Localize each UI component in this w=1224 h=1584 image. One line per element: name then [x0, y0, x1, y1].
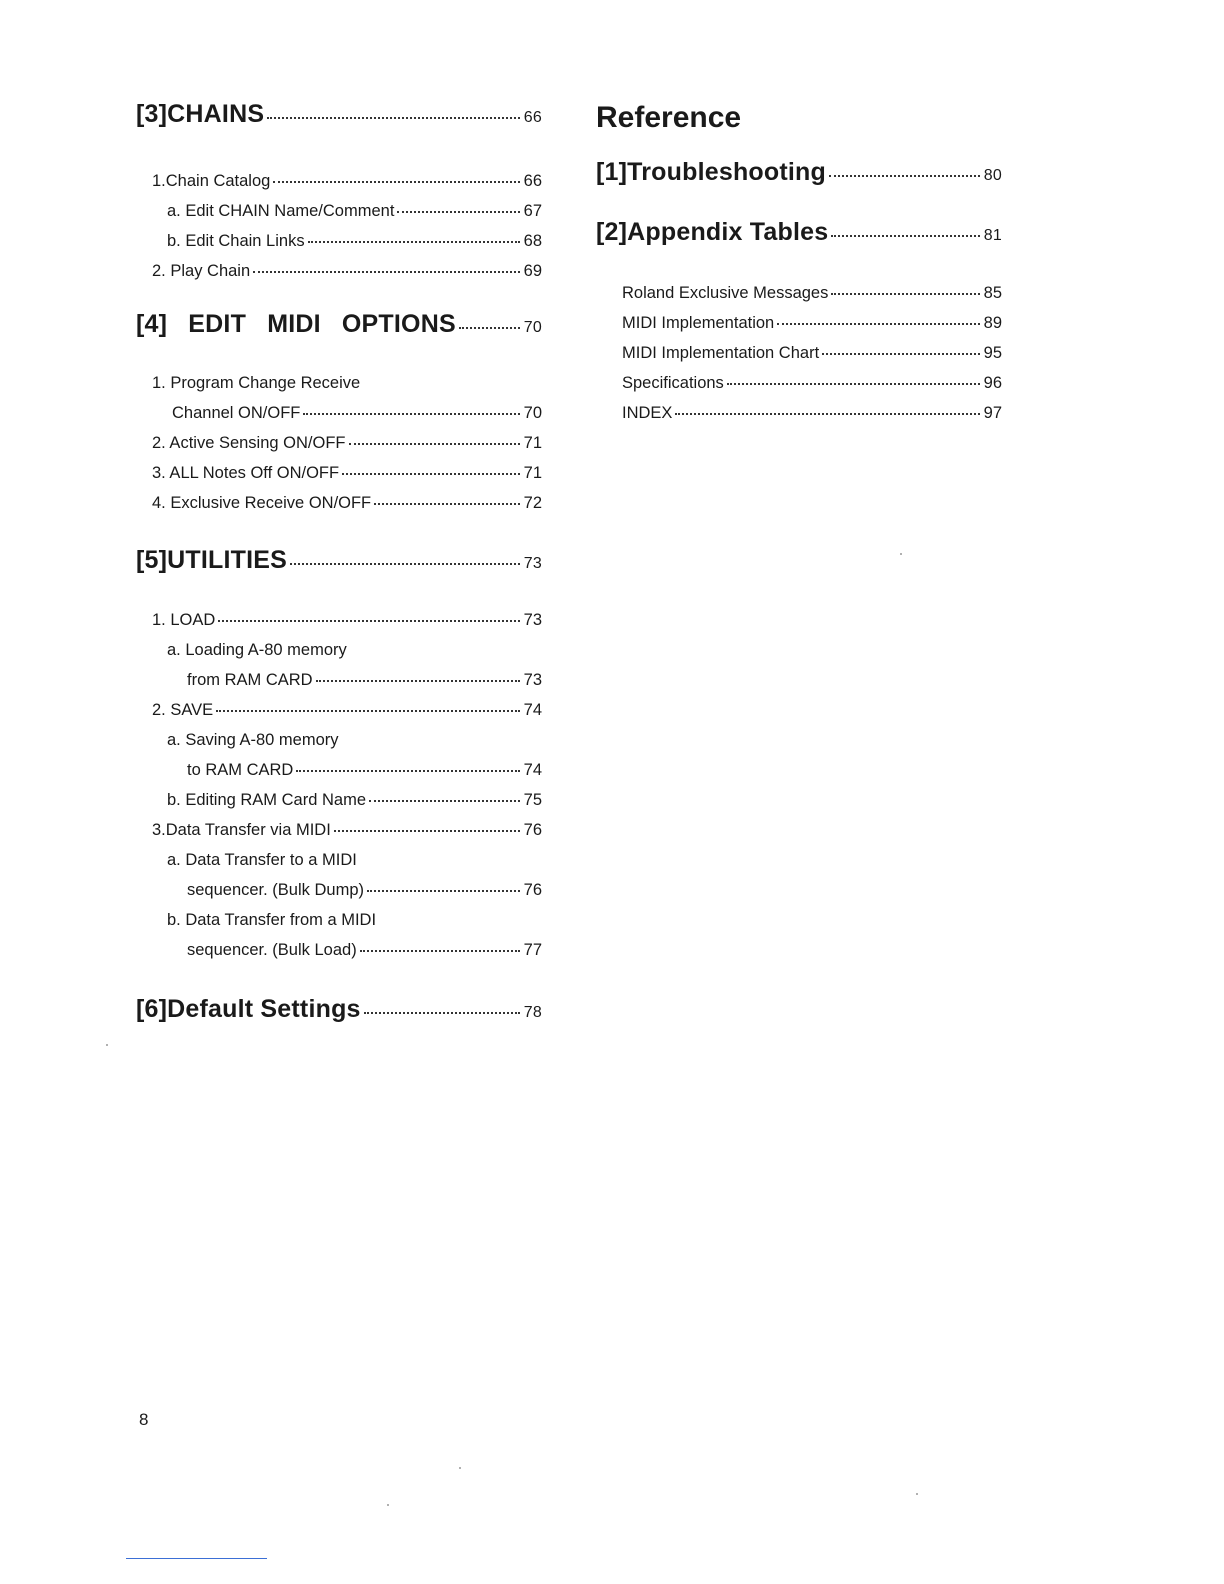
scan-speck: [459, 1467, 461, 1469]
toc-entry[interactable]: [136, 428, 542, 458]
page-ref: 81: [983, 227, 1002, 244]
entry-label: 1. Program Change Receive: [152, 374, 361, 392]
toc-entry[interactable]: [136, 458, 542, 488]
leader-dots: [459, 327, 520, 329]
entry-label: from RAM CARD: [187, 671, 313, 689]
entry-label: a. Loading A-80 memory: [167, 641, 347, 659]
page-ref: 85: [983, 284, 1002, 302]
toc-entry[interactable]: [136, 368, 542, 398]
toc-section-utilities[interactable]: [136, 546, 542, 586]
page-ref: 97: [983, 404, 1002, 422]
toc-entry[interactable]: [136, 935, 542, 965]
page-ref: 66: [523, 109, 542, 126]
entry-label: Specifications: [622, 374, 724, 392]
leader-dots: [360, 950, 520, 952]
toc-entry[interactable]: [136, 226, 542, 256]
toc-entry[interactable]: [136, 755, 542, 785]
toc-entry[interactable]: [136, 166, 542, 196]
right-toc-column: [596, 96, 1002, 428]
toc-entry[interactable]: [136, 256, 542, 286]
toc-entry[interactable]: [136, 605, 542, 635]
entry-label: to RAM CARD: [187, 761, 294, 779]
toc-entry[interactable]: [622, 338, 1002, 368]
leader-dots: [267, 117, 520, 119]
scan-speck: [387, 1504, 389, 1506]
toc-section-troubleshooting[interactable]: [596, 158, 1002, 202]
section-title: [5]UTILITIES: [136, 546, 288, 574]
leader-dots: [296, 770, 519, 772]
entry-label: 3. ALL Notes Off ON/OFF: [152, 464, 340, 482]
entry-label: a. Data Transfer to a MIDI: [167, 851, 357, 869]
toc-entry[interactable]: [136, 196, 542, 226]
leader-dots: [303, 413, 519, 415]
page-ref: 68: [523, 232, 542, 250]
entry-label: 1.Chain Catalog: [152, 172, 271, 190]
footer-rule: [126, 1558, 267, 1559]
page-ref: 73: [523, 671, 542, 689]
entry-label: 3.Data Transfer via MIDI: [152, 821, 331, 839]
section-title: [2]Appendix Tables: [596, 218, 829, 246]
page-number: 8: [139, 1410, 149, 1429]
toc-entry[interactable]: [136, 905, 542, 935]
entry-label: Roland Exclusive Messages: [622, 284, 829, 302]
toc-section-default-settings[interactable]: [136, 995, 542, 1035]
toc-entry[interactable]: [136, 695, 542, 725]
entry-label: b. Data Transfer from a MIDI: [167, 911, 377, 929]
toc-entry[interactable]: [136, 725, 542, 755]
page-ref: 74: [523, 701, 542, 719]
leader-dots: [253, 271, 520, 273]
leader-dots: [218, 620, 519, 622]
entry-label: 2. Play Chain: [152, 262, 251, 280]
toc-entry[interactable]: [136, 785, 542, 815]
entry-label: a. Saving A-80 memory: [167, 731, 339, 749]
leader-dots: [374, 503, 520, 505]
entry-label: 2. Active Sensing ON/OFF: [152, 434, 346, 452]
toc-section-chains[interactable]: [136, 100, 542, 144]
leader-dots: [822, 353, 979, 355]
toc-entry[interactable]: [136, 398, 542, 428]
page-ref: 76: [523, 881, 542, 899]
entry-label: Channel ON/OFF: [172, 404, 301, 422]
scan-speck: [900, 553, 902, 555]
leader-dots: [777, 323, 979, 325]
toc-entry[interactable]: [622, 398, 1002, 428]
toc-entry[interactable]: [622, 368, 1002, 398]
leader-dots: [831, 293, 979, 295]
leader-dots: [367, 890, 520, 892]
leader-dots: [364, 1012, 520, 1014]
page-ref: 77: [523, 941, 542, 959]
toc-entry[interactable]: [136, 635, 542, 665]
page-ref: 71: [523, 464, 542, 482]
section-title: [3]CHAINS: [136, 100, 265, 128]
section-title: [6]Default Settings: [136, 995, 361, 1023]
toc-entry[interactable]: [136, 815, 542, 845]
leader-dots: [829, 175, 980, 177]
leader-dots: [290, 563, 520, 565]
entry-label: 2. SAVE: [152, 701, 214, 719]
leader-dots: [349, 443, 520, 445]
leader-dots: [831, 235, 979, 237]
scan-speck: [106, 1044, 108, 1046]
entry-label: b. Edit Chain Links: [167, 232, 305, 250]
page-ref: 66: [523, 172, 542, 190]
page-ref: 69: [523, 262, 542, 280]
page-ref: 72: [523, 494, 542, 512]
entry-label: b. Editing RAM Card Name: [167, 791, 366, 809]
page-ref: 78: [523, 1004, 542, 1021]
page-ref: 70: [523, 404, 542, 422]
page-ref: 71: [523, 434, 542, 452]
section-title: [4] EDIT MIDI OPTIONS: [136, 310, 456, 338]
page-ref: 75: [523, 791, 542, 809]
toc-entry[interactable]: [622, 278, 1002, 308]
section-title: [1]Troubleshooting: [596, 158, 826, 186]
toc-entry[interactable]: [136, 665, 542, 695]
page-ref: 70: [523, 319, 542, 336]
page-ref: 73: [523, 555, 542, 572]
page-ref: 95: [983, 344, 1002, 362]
toc-entry[interactable]: [136, 845, 542, 875]
entry-label: sequencer. (Bulk Load): [187, 941, 357, 959]
entry-label: INDEX: [622, 404, 673, 422]
toc-section-midi-options[interactable]: [136, 310, 542, 350]
left-toc-column: [136, 100, 542, 1035]
leader-dots: [273, 181, 519, 183]
leader-dots: [334, 830, 520, 832]
page-ref: 73: [523, 611, 542, 629]
entry-label: 4. Exclusive Receive ON/OFF: [152, 494, 372, 512]
page-ref: 96: [983, 374, 1002, 392]
leader-dots: [397, 211, 519, 213]
leader-dots: [316, 680, 520, 682]
leader-dots: [342, 473, 520, 475]
reference-heading: Reference: [596, 101, 742, 134]
page-ref: 67: [523, 202, 542, 220]
toc-entry[interactable]: [136, 488, 542, 518]
page-ref: 76: [523, 821, 542, 839]
leader-dots: [369, 800, 520, 802]
entry-label: MIDI Implementation: [622, 314, 775, 332]
toc-entry[interactable]: [622, 308, 1002, 338]
toc-entry[interactable]: [136, 875, 542, 905]
page-ref: 80: [983, 167, 1002, 184]
page-ref: 89: [983, 314, 1002, 332]
leader-dots: [308, 241, 520, 243]
entry-label: 1. LOAD: [152, 611, 216, 629]
leader-dots: [216, 710, 519, 712]
leader-dots: [675, 413, 979, 415]
entry-label: MIDI Implementation Chart: [622, 344, 820, 362]
page-ref: 74: [523, 761, 542, 779]
leader-dots: [727, 383, 980, 385]
toc-section-appendix-tables[interactable]: [596, 218, 1002, 262]
entry-label: sequencer. (Bulk Dump): [187, 881, 364, 899]
scan-speck: [916, 1493, 918, 1495]
entry-label: a. Edit CHAIN Name/Comment: [167, 202, 395, 220]
